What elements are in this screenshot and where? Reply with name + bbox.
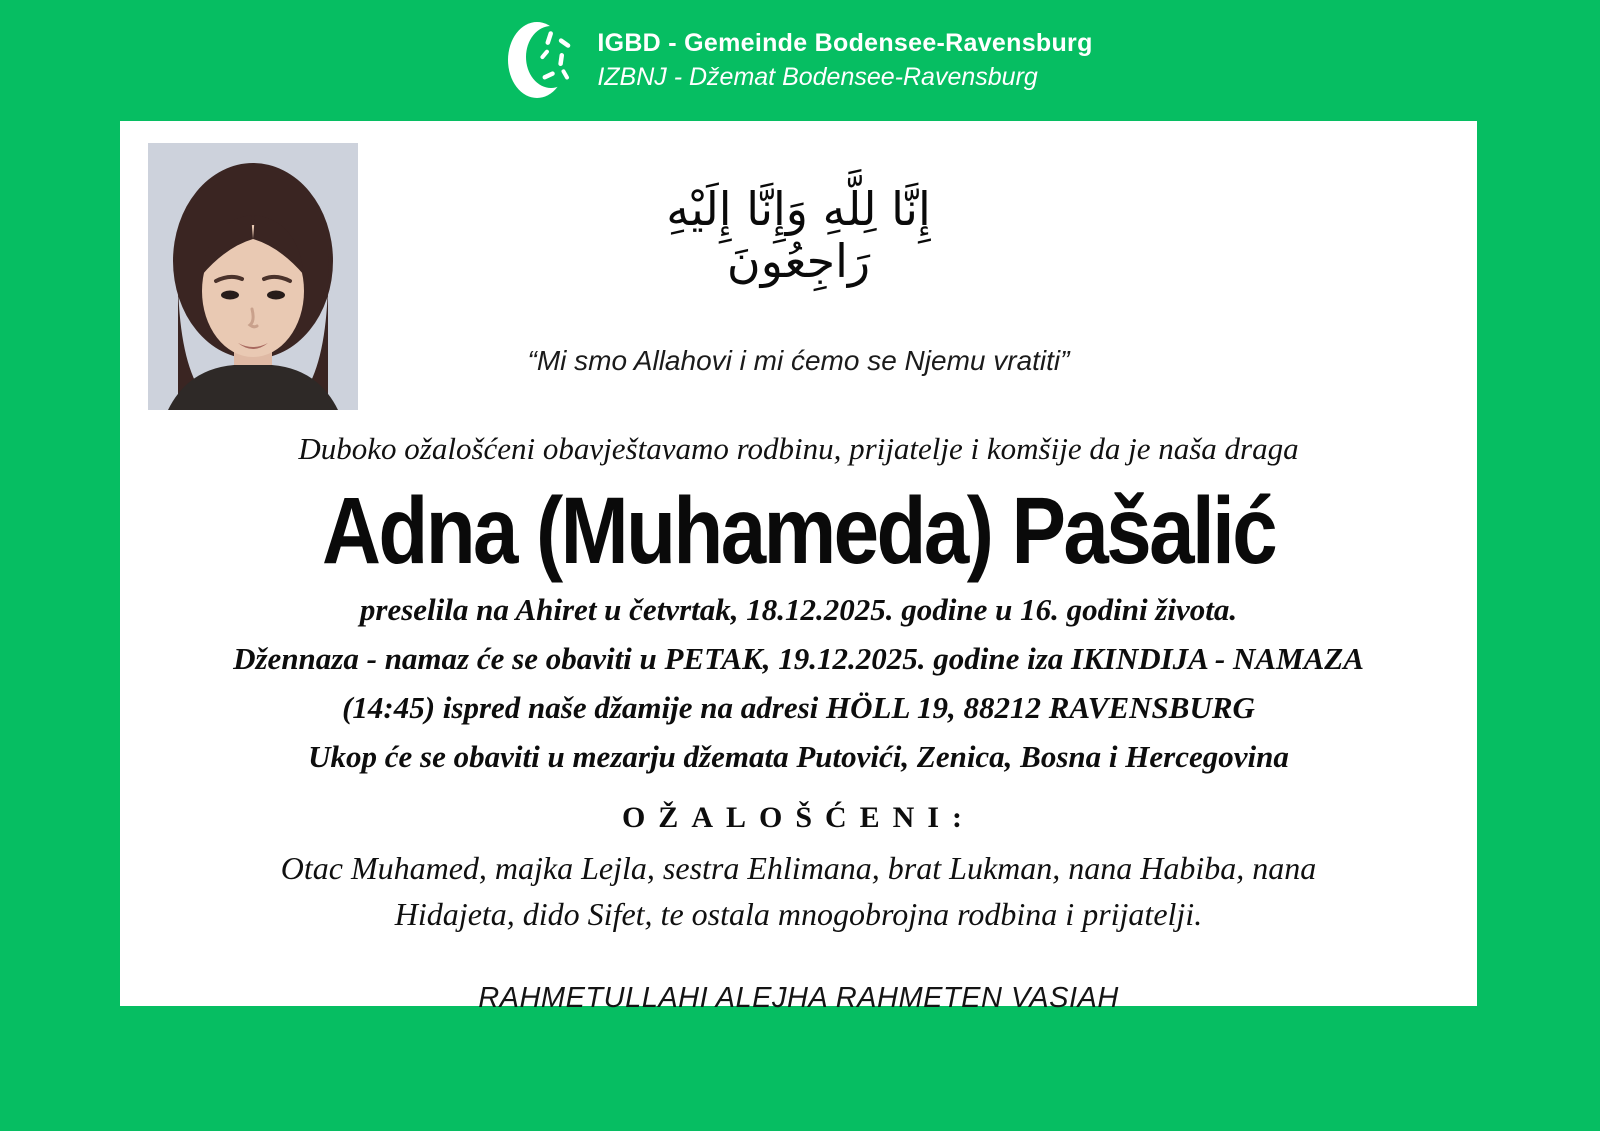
detail-line-burial: Ukop će se obaviti u mezarju džemata Putovići, Zenica, Bosna i Hercegovina: [308, 739, 1289, 774]
quote-translation: “Mi smo Allahovi i mi ćemo se Njemu vratiti”: [527, 345, 1070, 376]
crescent-star-icon: [507, 13, 585, 105]
detail-line-address: (14:45) ispred naše džamije na adresi HÖLL 19, 88212 RAVENSBURG: [342, 690, 1255, 725]
org-name-secondary: IZBNJ - Džemat Bodensee-Ravensburg: [597, 62, 1038, 91]
mourners-heading: OŽALOŠĆENI:: [621, 801, 976, 834]
detail-line-funeral: Džennaza - namaz će se obaviti u PETAK, 19.12.2025. godine iza IKINDIJA - NAMAZA: [233, 641, 1364, 676]
org-header: [0, 0, 1600, 121]
detail-line-death: preselila na Ahiret u četvrtak, 18.12.2025. godine u 16. godini života.: [359, 592, 1238, 627]
intro-line: Duboko ožalošćeni obavještavamo rodbinu, prijatelje i komšije da je naša draga: [298, 431, 1299, 466]
announcement-card: [120, 121, 1477, 1014]
org-name-primary: IGBD - Gemeinde Bodensee-Ravensburg: [597, 28, 1093, 57]
closing-prayer: RAHMETULLAHI ALEJHA RAHMETEN VASIAH: [478, 981, 1119, 1014]
deceased-name: Adna (Muhameda) Pašalić: [321, 478, 1276, 584]
org-text-block: [597, 27, 1092, 95]
mourners-list: Otac Muhamed, majka Lejla, sestra Ehlimana, brat Lukman, nana Habiba, nana Hidajeta, dido Sifet, te ostala mnogobrojna rodbina i prijatelji.: [280, 850, 1317, 933]
arabic-calligraphy: إِنَّا لِلَّهِ وَإِنَّا إِلَيْهِ رَاجِعُونَ: [666, 182, 931, 288]
portrait-photo: [148, 143, 358, 410]
